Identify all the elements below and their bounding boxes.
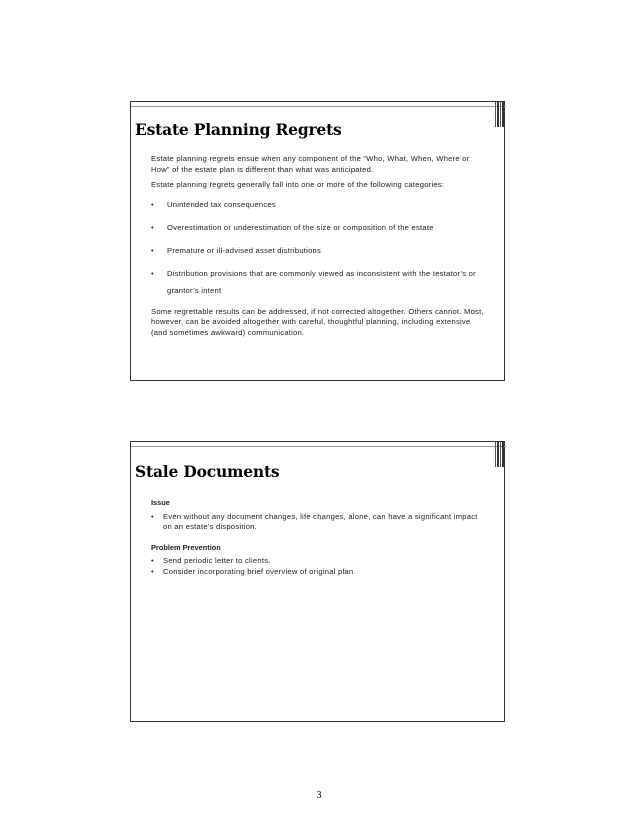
slide-estate-planning-regrets: [130, 101, 505, 381]
list-item: [151, 196, 484, 213]
regret-categories-list: [151, 196, 484, 299]
issue-heading: Issue: [151, 498, 170, 507]
list-item: [151, 512, 484, 533]
list-item-text: Consider incorporating brief overview of original plan.: [163, 566, 356, 576]
categories-paragraph: Estate planning regrets generally fall into one or more of the following categories:: [151, 180, 445, 189]
bullet-icon: •: [151, 511, 154, 521]
list-item: [151, 265, 484, 299]
list-item-text: Distribution provisions that are commonly viewed as inconsistent with the testator’s or grantor’s intent: [167, 268, 476, 295]
closing-paragraph: Some regrettable results can be addressed, if not corrected altogether. Others cannot. Most, however, can be avoided altogether with careful, thoughtful planning, including extensive (and sometimes awkward) communication.: [151, 306, 484, 337]
page-number: 3: [316, 790, 322, 801]
problem-prevention-heading: Problem Prevention: [151, 542, 221, 552]
bullet-icon: •: [151, 556, 154, 565]
list-item: [151, 556, 484, 567]
slide-corner-decoration: [495, 442, 504, 467]
slide-top-rule: [131, 446, 506, 447]
intro-paragraph: Estate planning regrets ensue when any component of the “Who, What, When, Where or How” of the estate plan is different than what was anticipated.: [151, 154, 470, 174]
slide-corner-decoration: [495, 102, 504, 127]
slide-title: Estate Planning Regrets: [135, 120, 342, 139]
issue-list: [151, 512, 484, 533]
bullet-icon: •: [151, 199, 154, 209]
bullet-icon: •: [151, 566, 154, 576]
slide-content: [151, 498, 484, 587]
slide-top-rule: [131, 106, 506, 107]
list-item: [151, 567, 484, 578]
prevention-list: [151, 556, 484, 577]
slide-title: Stale Documents: [135, 462, 280, 481]
list-item-text: Even without any document changes, life changes, alone, can have a significant impact on an estate’s disposition.: [163, 511, 478, 531]
list-item: [151, 219, 484, 236]
slide-stale-documents: [130, 441, 505, 722]
list-item-text: Overestimation or underestimation of the size or composition of the estate: [167, 222, 434, 232]
bullet-icon: •: [151, 268, 154, 278]
list-item: [151, 242, 484, 259]
list-item-text: Premature or ill-advised asset distributions: [167, 245, 322, 255]
list-item-text: Send periodic letter to clients.: [163, 556, 271, 565]
list-item-text: Unintended tax consequences: [167, 199, 276, 209]
slide-content: [151, 154, 484, 343]
bullet-icon: •: [151, 222, 154, 232]
bullet-icon: •: [151, 245, 154, 255]
